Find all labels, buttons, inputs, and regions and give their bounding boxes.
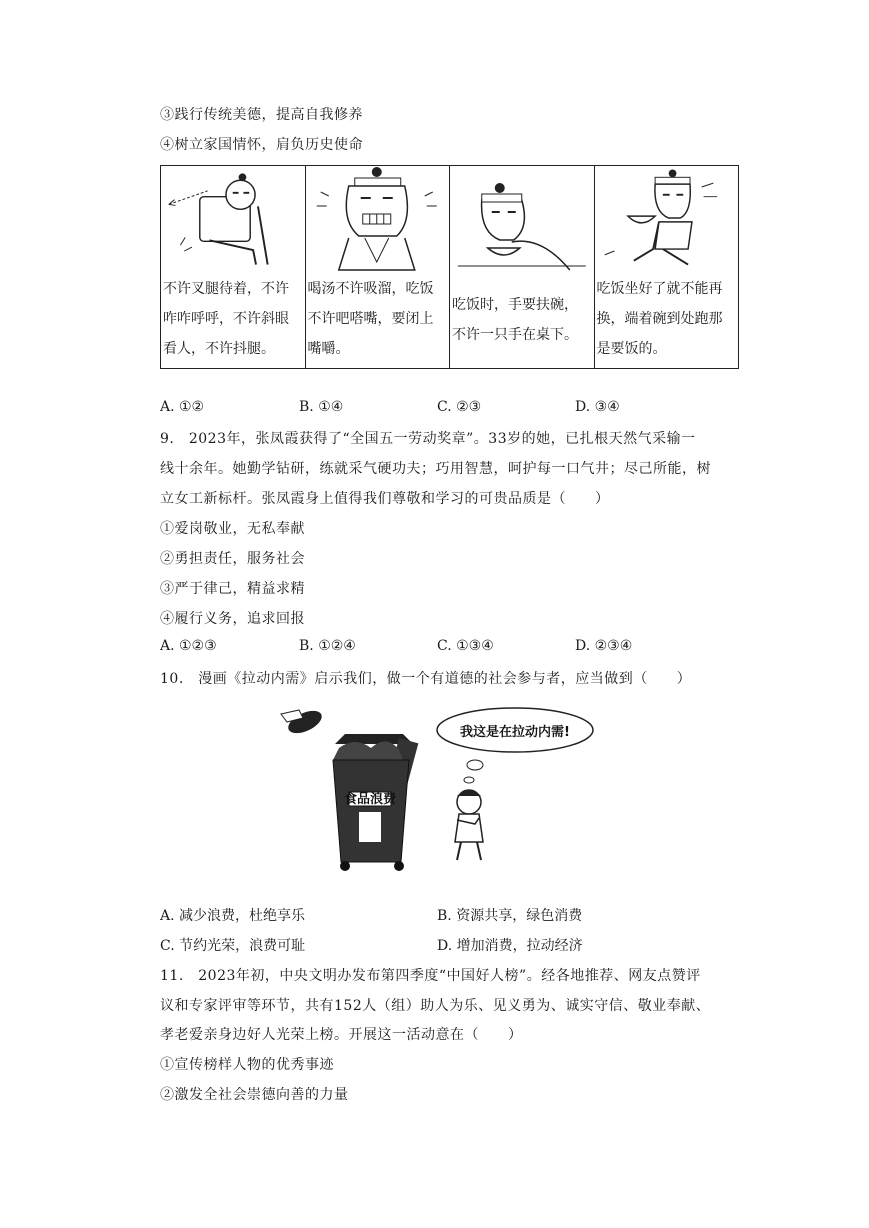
q10-choice-d[interactable]: D. 增加消费，拉动经济	[437, 938, 583, 954]
q9-choice-a[interactable]: A. ①②③	[160, 638, 217, 654]
q9-choice-d[interactable]: D. ②③④	[575, 638, 633, 654]
q11-item-1: ①宣传榜样人物的优秀事迹	[160, 1057, 334, 1073]
q10-choice-c[interactable]: C. 节约光荣，浪费可耻	[160, 938, 306, 954]
q9-stem-line-1: 9. 2023年，张凤霞获得了“全国五一劳动奖章”。33岁的她，已扎根天然气采输一	[160, 431, 696, 447]
cartoon-caption-2: 喝汤不许吸溜，吃饭不许吧嗒嘴，要闭上嘴嚼。	[307, 281, 434, 357]
cartoon-holding-bowl	[450, 166, 594, 272]
q11-stem-line-3: 孝老爱亲身边好人光荣上榜。开展这一活动意在（ ）	[160, 1027, 523, 1043]
q11-item-2: ②激发全社会崇德向善的力量	[160, 1087, 349, 1103]
cartoon-cell-2	[305, 166, 450, 369]
cartoon-cell-1	[161, 166, 306, 369]
q9-item-3: ③严于律己，精益求精	[160, 581, 305, 597]
q9-choice-c[interactable]: C. ①③④	[437, 638, 494, 654]
q10-stem: 10. 漫画《拉动内需》启示我们，做一个有道德的社会参与者，应当做到（ ）	[160, 671, 692, 687]
q9-item-1: ①爱岗敬业，无私奉献	[160, 521, 305, 537]
cartoon-caption-3: 吃饭时，手要扶碗，不许一只手在桌下。	[452, 297, 578, 343]
speech-bubble-text: 我这是在拉动内需!	[460, 725, 570, 740]
cartoon-caption-1: 不许叉腿待着，不许咋咋呼呼，不许斜眼看人，不许抖腿。	[163, 281, 289, 357]
q9-stem-line-2: 线十余年。她勤学钻研，练就采气硬功夫；巧用智慧，呵护每一口气井；尽己所能，树	[160, 461, 711, 477]
q8-option-3: ③践行传统美德，提高自我修养	[160, 107, 363, 123]
q9-choice-b[interactable]: B. ①②④	[299, 638, 356, 654]
q8-option-4: ④树立家国情怀，肩负历史使命	[160, 137, 363, 153]
q11-stem-line-1: 11. 2023年初，中央文明办发布第四季度“中国好人榜”。经各地推荐、网友点赞评	[160, 968, 701, 984]
cartoon-cell-3	[450, 166, 595, 369]
q9-choices	[160, 638, 740, 658]
cartoon-chewing	[306, 166, 450, 272]
q10-choices-row-2	[160, 935, 740, 955]
q10-choices-row-1	[160, 905, 740, 925]
cartoon-caption-4: 吃饭坐好了就不能再换，端着碗到处跑那是要饭的。	[596, 281, 723, 357]
q11-stem-line-2: 议和专家评审等环节，共有152人（组）助人为乐、见义勇为、诚实守信、敬业奉献、	[160, 998, 711, 1014]
bin-label: 食品浪费	[343, 792, 397, 807]
q8-choice-d[interactable]: D. ③④	[575, 399, 620, 415]
q8-choice-c[interactable]: C. ②③	[437, 399, 482, 415]
q9-stem-line-3: 立女工新标杆。张凤霞身上值得我们尊敬和学习的可贵品质是（ ）	[160, 491, 610, 507]
q10-choice-a[interactable]: A. 减少浪费，杜绝享乐	[160, 908, 306, 924]
q8-choice-b[interactable]: B. ①④	[299, 399, 344, 415]
q9-item-2: ②勇担责任，服务社会	[160, 551, 305, 567]
cartoon-sitting-crosslegged	[161, 166, 305, 272]
q8-choice-a[interactable]: A. ①②	[160, 399, 205, 415]
cartoon-cell-4	[594, 166, 739, 369]
q10-choice-b[interactable]: B. 资源共享，绿色消费	[437, 908, 583, 924]
cartoon-running-with-bowl	[595, 166, 739, 272]
q9-item-4: ④履行义务，追求回报	[160, 611, 305, 627]
cartoon-stimulate-demand	[275, 700, 595, 875]
cartoon-table	[160, 165, 739, 369]
q8-choices	[160, 399, 740, 419]
